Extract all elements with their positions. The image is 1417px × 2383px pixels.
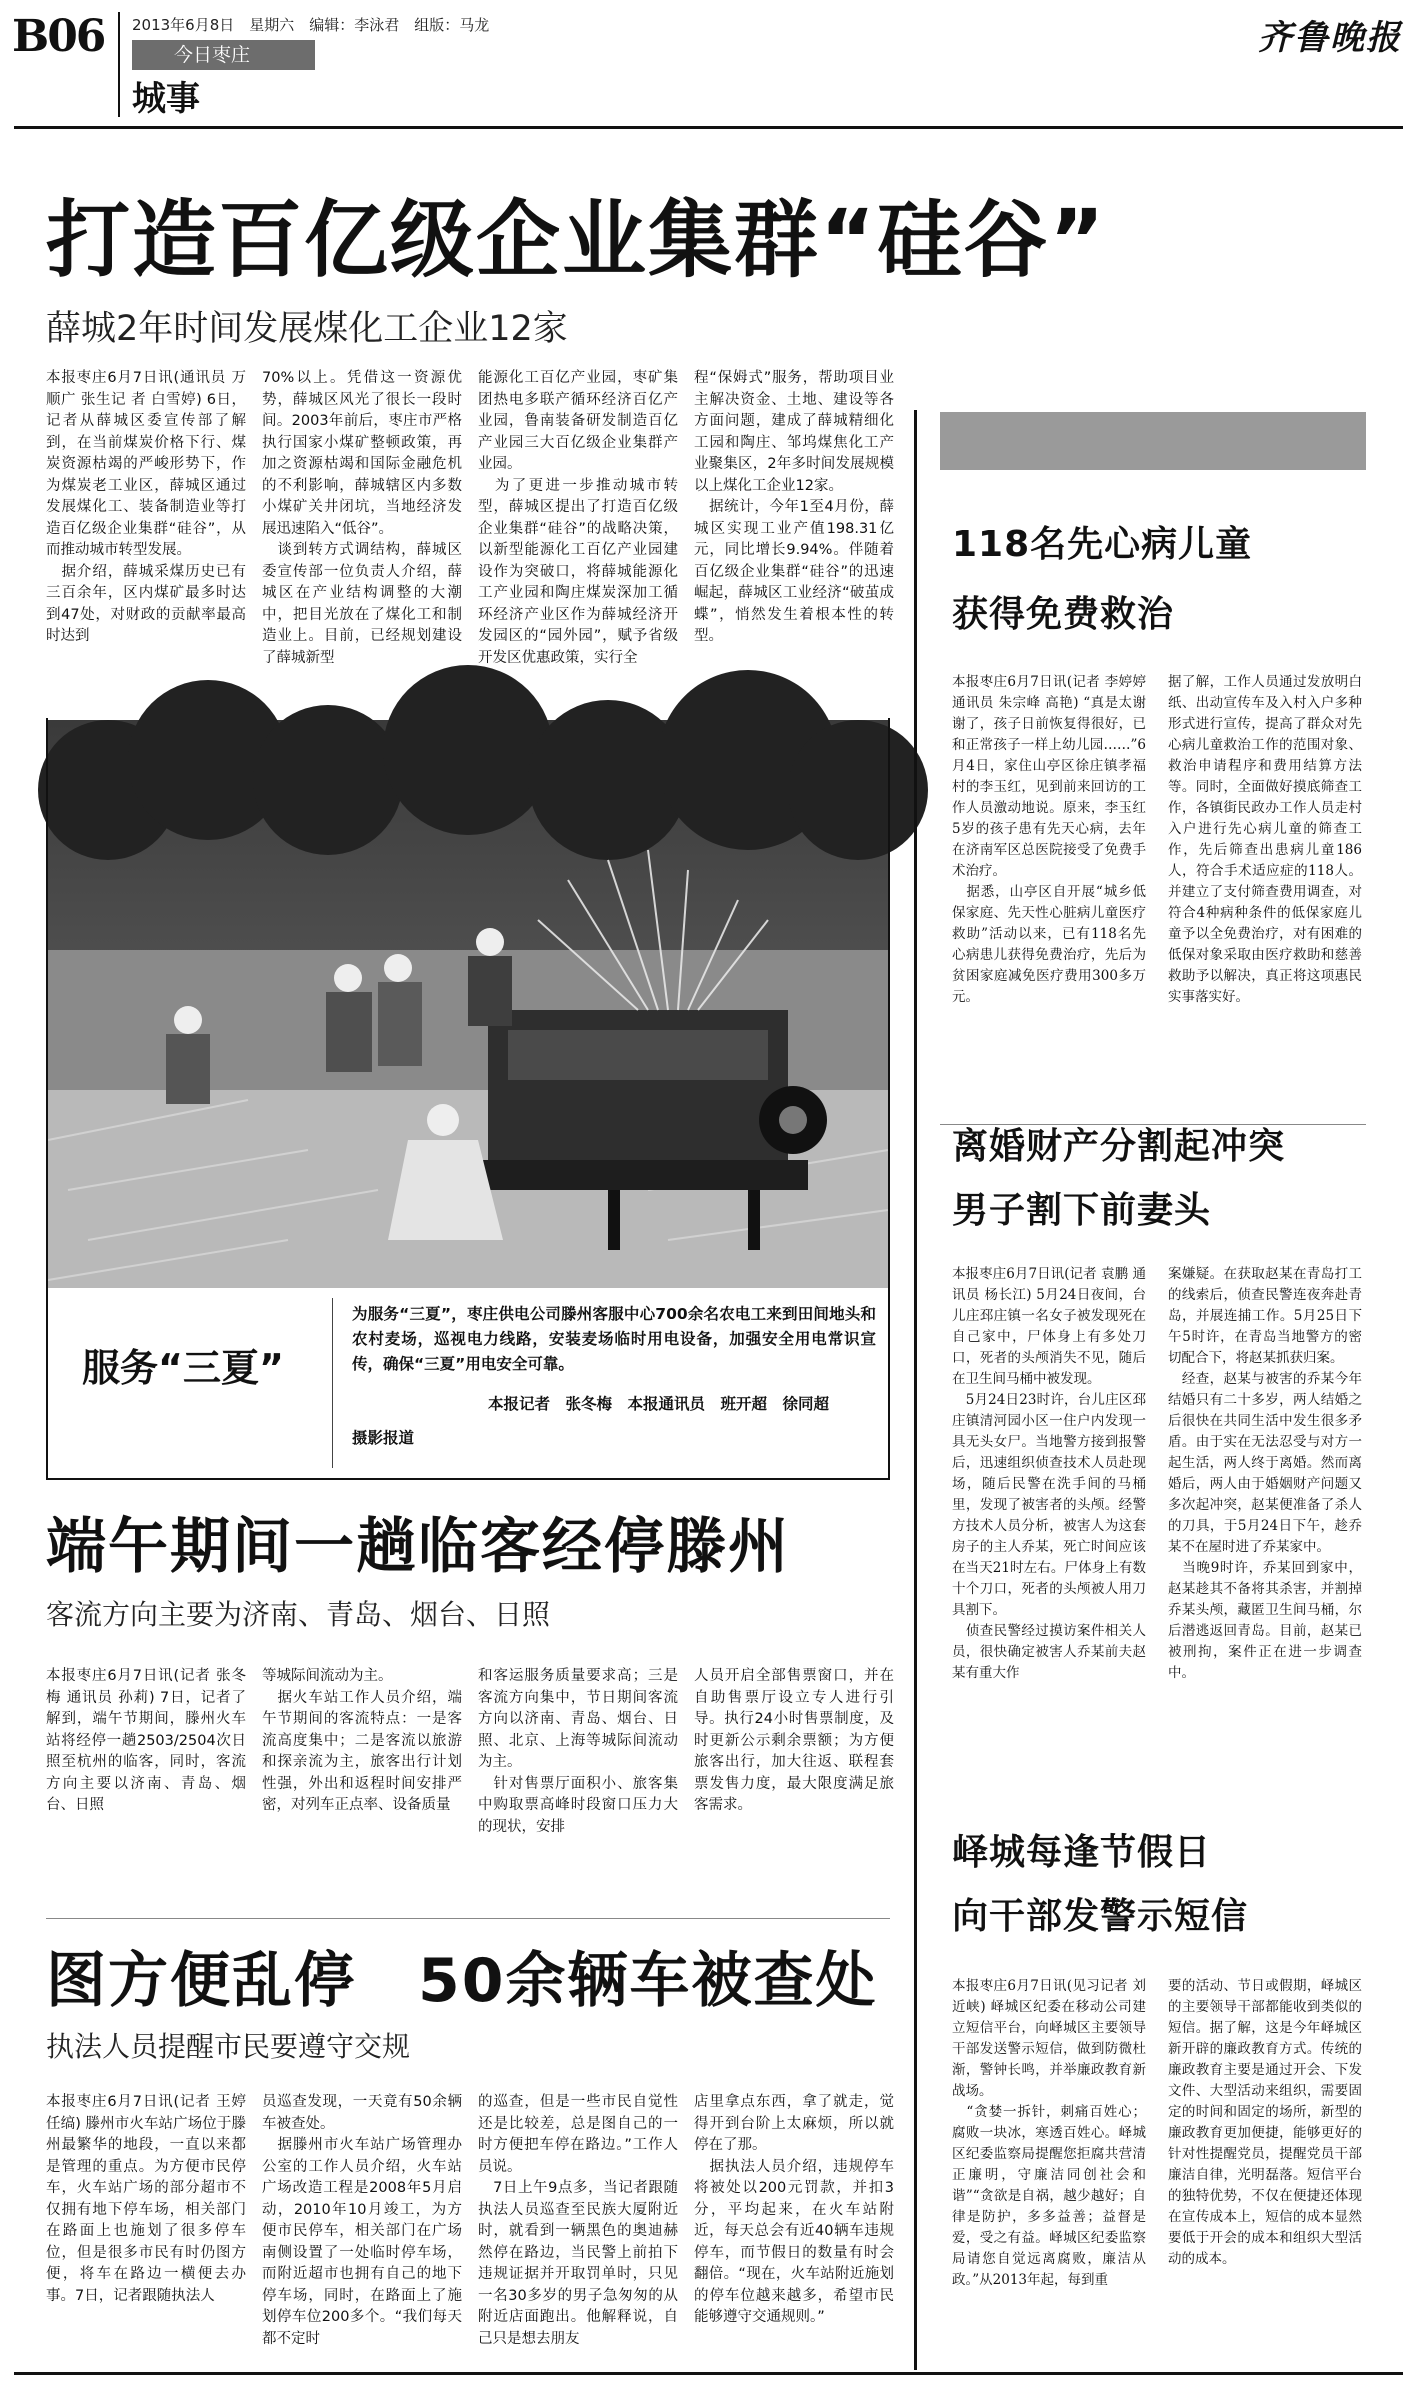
- story2-bottom-rule: [46, 1918, 890, 1919]
- lead-headline: 打造百亿级企业集群“硅谷”: [46, 191, 1107, 289]
- photo-credit-2: 摄影报道: [352, 1429, 415, 1447]
- right-column-divider: [914, 410, 917, 2370]
- right1-bottom-rule: [940, 1124, 1366, 1125]
- right2-col-2: 案嫌疑。在获取赵某在青岛打工的线索后，侦查民警连夜奔赴青岛，并展连捕工作。5月25日下午5时许，在青岛当地警方的密切配合下，将赵某抓获归案。 经查，赵某与被害的乔某今年结婚只有二十多岁，两人结婚之后很快在共同生活中发生很多矛盾。由于实在无法忍受与对方一起生活，两人终于离婚。然而离婚后，两人由于婚姻财产问题又多次起冲突，赵某便准备了杀人的刀具，于5月24日下午，趁乔某不在屋时进了乔某家中。 当晚9时许，乔某回到家中，赵某趁其不备将其杀害，并割掉乔某头颅，藏匿卫生间马桶，尔后潜逃返回青岛。目前，赵某已被刑拘，案件正在进一步调查中。: [1168, 1266, 1362, 1681]
- right3-col-1: 本报枣庄6月7日讯(见习记者 刘近峡) 峄城区纪委在移动公司建立短信平台，向峄城区主要领导干部发送警示短信，做到防微杜渐，警钟长鸣，并举廉政教育新战场。 “贪婪一拆针，刺痛百姓心；腐败一块冰，寒透百姓心。峄城区纪委监察局提醒您拒腐共营清正廉明，守廉洁同创社会和谐”“贪欲是自祸，越少越好；自律是防护，多多益善；益督是爱，受之有益。峄城区纪委监察局请您自觉远离腐败，廉洁从政。”从2013年起，每到重: [952, 1978, 1146, 2288]
- page-number: B06: [12, 11, 105, 62]
- story2-col-2: 等城际间流动为主。 据火车站工作人员介绍，端午节期间的客流特点：一是客流高度集中；二是客流以旅游和探亲流为主，旅客出行计划性强，外出和返程时间安排严密，对列车正点率、设备质量: [262, 1668, 462, 1813]
- right1-headline-2: 获得免费救治: [952, 594, 1175, 635]
- right2-col-1: 本报枣庄6月7日讯(记者 袁鹏 通讯员 杨长江) 5月24日夜间，台儿庄邳庄镇一名女子被发现死在自己家中，尸体身上有多处刀口，死者的头颅消失不见，随后在卫生间马桶中被发现。 5月24日23时许，台儿庄区邳庄镇清河园小区一住户内发现一具无头女尸。当地警方接到报警后，迅速组织侦查技术人员赴现场，随后民警在洗手间的马桶里，发现了被害者的头颅。经警方技术人员分析，被害人为这套房子的主人乔某，死亡时间应该在当天21时左右。尸体身上有数十个刀口，死者的头颅被人用刀具割下。 侦查民警经过摸访案件相关人员，很快确定被害人乔某前夫赵某有重大作: [952, 1266, 1146, 1681]
- story3-col-1: 本报枣庄6月7日讯(记者 王婷 任缟) 滕州市火车站广场位于滕州最繁华的地段，一直以来都是管理的重点。为方便市民停车，火车站广场的部分超市不仅拥有地下停车场，相关部门在路面上也施划了很多停车位，但是很多市民有时仍图方便，将车在路边一横便去办事。7日，记者跟随执法人: [46, 2094, 251, 2304]
- story3-col-3: 的巡查，但是一些市民自觉性还是比较差，总是图自己的一时方便把车停在路边。”工作人员说。 7日上午9点多，当记者跟随执法人员巡查至民族大厦附近时，就看到一辆黑色的奥迪赫然停在路边，当民警上前拍下违规证据并开取罚单时，只见一名30多岁的男子急匆匆的从附近店面跑出。他解释说，自己只是想去朋友: [478, 2094, 678, 2347]
- farm-photo: [48, 720, 888, 1288]
- right3-headline-1: 峄城每逢节假日: [952, 1832, 1212, 1873]
- right2-headline-2: 男子割下前妻头: [952, 1190, 1212, 1231]
- date-line: 2013年6月8日 星期六 编辑：李泳君 组版：马龙: [132, 16, 490, 34]
- right3-col-2: 要的活动、节日或假期，峄城区的主要领导干部都能收到类似的短信。据了解，这是今年峄城区新开辟的廉政教育方式。传统的廉政教育主要是通过开会、下发文件、大型活动来组织，需要固定的时间和固定的场所，新型的廉政教育更加便捷，能够更好的针对性提醒党员，提醒党员干部廉洁自律，光明磊落。短信平台的独特优势，不仅在便捷还体现在宣传成本上，短信的成本显然要低于开会的成本和组织大型活动的成本。: [1168, 1978, 1362, 2267]
- paper-name: 齐鲁晚报: [1258, 18, 1402, 58]
- story2-subhead: 客流方向主要为济南、青岛、烟台、日照: [46, 1598, 551, 1631]
- story2-col-4: 人员开启全部售票窗口，并在自助售票厅设立专人进行引导。执行24小时售票制度，及时更新公示剩余票额；为方便旅客出行，加大往返、联程套票发售力度，最大限度满足旅客需求。: [694, 1668, 894, 1813]
- photo-box-left: [46, 718, 48, 1480]
- photo-credit: 本报记者 张冬梅 本报通讯员 班开超 徐同超: [488, 1395, 830, 1413]
- lead-col-1: 本报枣庄6月7日讯(通讯员 万顺广 张生记 者 白雪婷) 6日，记者从薛城区委宣传部了解到，在当前煤炭价格下行、煤炭资源枯竭的严峻形势下，作为煤炭老工业区，薛城区通过发展煤化工、装备制造业等打造百亿级企业集群“硅谷”，从而推动城市转型发展。 据介绍，薛城采煤历史已有三百余年，区内煤矿最多时达到47处，对财政的贡献率最高时达到: [46, 370, 246, 644]
- photo-box-bottom: [46, 1478, 890, 1480]
- section-tag: 今日枣庄: [132, 40, 315, 70]
- right1-col-2: 据了解，工作人员通过发放明白纸、出动宣传车及入村入户多种形式进行宣传，提高了群众对先心病儿童救治工作的范围对象、救治申请程序和费用结算方法等。同时，全面做好摸底筛查工作，各镇街民政办工作人员走村入户进行先心病儿童的筛查工作，先后筛查出患病儿童186人，符合手术适应症的118人。并建立了支付筛查费用调查，对符合4种病种条件的低保家庭儿童予以全免费治疗，对有困难的低保对象采取由医疗救助和慈善救助予以解决，真正将这项惠民实事落实好。: [1168, 674, 1362, 1005]
- story3-headline: 图方便乱停 50余辆车被查处: [46, 1946, 878, 2016]
- right2-headline-1: 离婚财产分割起冲突: [952, 1126, 1286, 1167]
- story3-subhead: 执法人员提醒市民要遵守交规: [46, 2030, 411, 2063]
- story2-col-1: 本报枣庄6月7日讯(记者 张冬梅 通讯员 孙莉) 7日，记者了解到，端午节期间，滕州火车站将经停一趟2503/2504次日照至杭州的临客，同时，客流方向主要以济南、青岛、烟台、日照: [46, 1668, 246, 1813]
- top-rule: [14, 126, 1403, 129]
- right-grey-band: [940, 412, 1366, 470]
- lead-col-2: 70%以上。凭借这一资源优势，薛城区风光了很长一段时间。2003年前后，枣庄市严格执行国家小煤矿整顿政策，再加之资源枯竭和国际金融危机的不利影响，薛城辖区内多数小煤矿关井闭坑，当地经济发展迅速陷入“低谷”。 谈到转方式调结构，薛城区委宣传部一位负责人介绍，薛城区在产业结构调整的大潮中，把目光放在了煤化工和制造业上。目前，已经规划建设了薛城新型: [262, 370, 462, 666]
- right3-headline-2: 向干部发警示短信: [952, 1896, 1249, 1937]
- farm-photo-drawing: [48, 720, 888, 1288]
- right1-col-1: 本报枣庄6月7日讯(记者 李婷婷 通讯员 朱宗峰 高艳) “真是太谢谢了，孩子日前恢复得很好，已和正常孩子一样上幼儿园……”6月4日，家住山亭区徐庄镇孝福村的李玉红，见到前来回访的工作人员激动地说。原来，李玉红5岁的孩子患有先天心病，去年在济南军区总医院接受了免费手术治疗。 据悉，山亭区自开展“城乡低保家庭、先天性心脏病儿童医疗救助”活动以来，已有118名先心病患儿获得免费治疗，先后为贫困家庭减免医疗费用300多万元。: [952, 674, 1146, 1005]
- photo-title-divider: [332, 1298, 333, 1468]
- photo-story-title: 服务“三夏”: [82, 1346, 284, 1390]
- right1-headline-1: 118名先心病儿童: [952, 524, 1253, 565]
- lead-subhead: 薛城2年时间发展煤化工企业12家: [46, 309, 568, 349]
- photo-caption: 为服务“三夏”，枣庄供电公司滕州客服中心700余名农电工来到田间地头和农村麦场，巡视电力线路，安装麦场临时用电设备，加强安全用电常识宣传，确保“三夏”用电安全可靠。: [352, 1305, 876, 1373]
- lead-col-4: 程“保姆式”服务，帮助项目业主解决资金、土地、建设等各方面问题，建成了薛城精细化工园和陶庄、邹坞煤焦化工产业聚集区，2年多时间发展规模以上煤化工企业12家。 据统计，今年1至4月份，薛城区实现工业产值198.31亿元，同比增长9.94%。伴随着百亿级企业集群“硅谷”的迅速崛起，薛城区工业经济“破茧成蝶”，悄然发生着根本性的转型。: [694, 370, 894, 644]
- bottom-rule: [14, 2372, 1403, 2375]
- story2-headline: 端午期间一趟临客经停滕州: [46, 1512, 790, 1582]
- photo-box-right: [888, 718, 890, 1480]
- header-divider: [118, 12, 120, 117]
- story3-col-4: 店里拿点东西，拿了就走，觉得开到台阶上太麻烦，所以就停在了那。 据执法人员介绍，违规停车将被处以200元罚款，并扣3分，平均起来，在火车站附近，每天总会有近40辆车违规停车，而节假日的数量有时会翻倍。“现在，火车站附近施划的停车位越来越多，希望市民能够遵守交通规则。”: [694, 2094, 894, 2325]
- lead-col-3: 能源化工百亿产业园，枣矿集团热电多联产循环经济百亿产业园，鲁南装备研发制造百亿产业园三大百亿级企业集群产业园。 为了更进一步推动城市转型，薛城区提出了打造百亿级企业集群“硅谷”的战略决策，以新型能源化工百亿产业园建设作为突破口，将薛城能源化工产业园和陶庄煤炭深加工循环经济产业区作为薛城经济开发园区的“园外园”，赋予省级开发区优惠政策，实行全: [478, 370, 678, 666]
- story3-col-2: 员巡查发现，一天竟有50余辆车被查处。 据滕州市火车站广场管理办公室的工作人员介绍，火车站广场改造工程是2008年5月启动，2010年10月竣工，为方便市民停车，相关部门在广场南侧设置了一处临时停车场，而附近超市也拥有自己的地下停车场，同时，在路面上了施划停车位200多个。“我们每天都不定时: [262, 2094, 462, 2347]
- story2-col-3: 和客运服务质量要求高；三是客流方向集中，节日期间客流方向以济南、青岛、烟台、日照、北京、上海等城际间流动为主。 针对售票厅面积小、旅客集中购取票高峰时段窗口压力大的现状，安排: [478, 1668, 678, 1835]
- section-title: 城事: [132, 79, 200, 119]
